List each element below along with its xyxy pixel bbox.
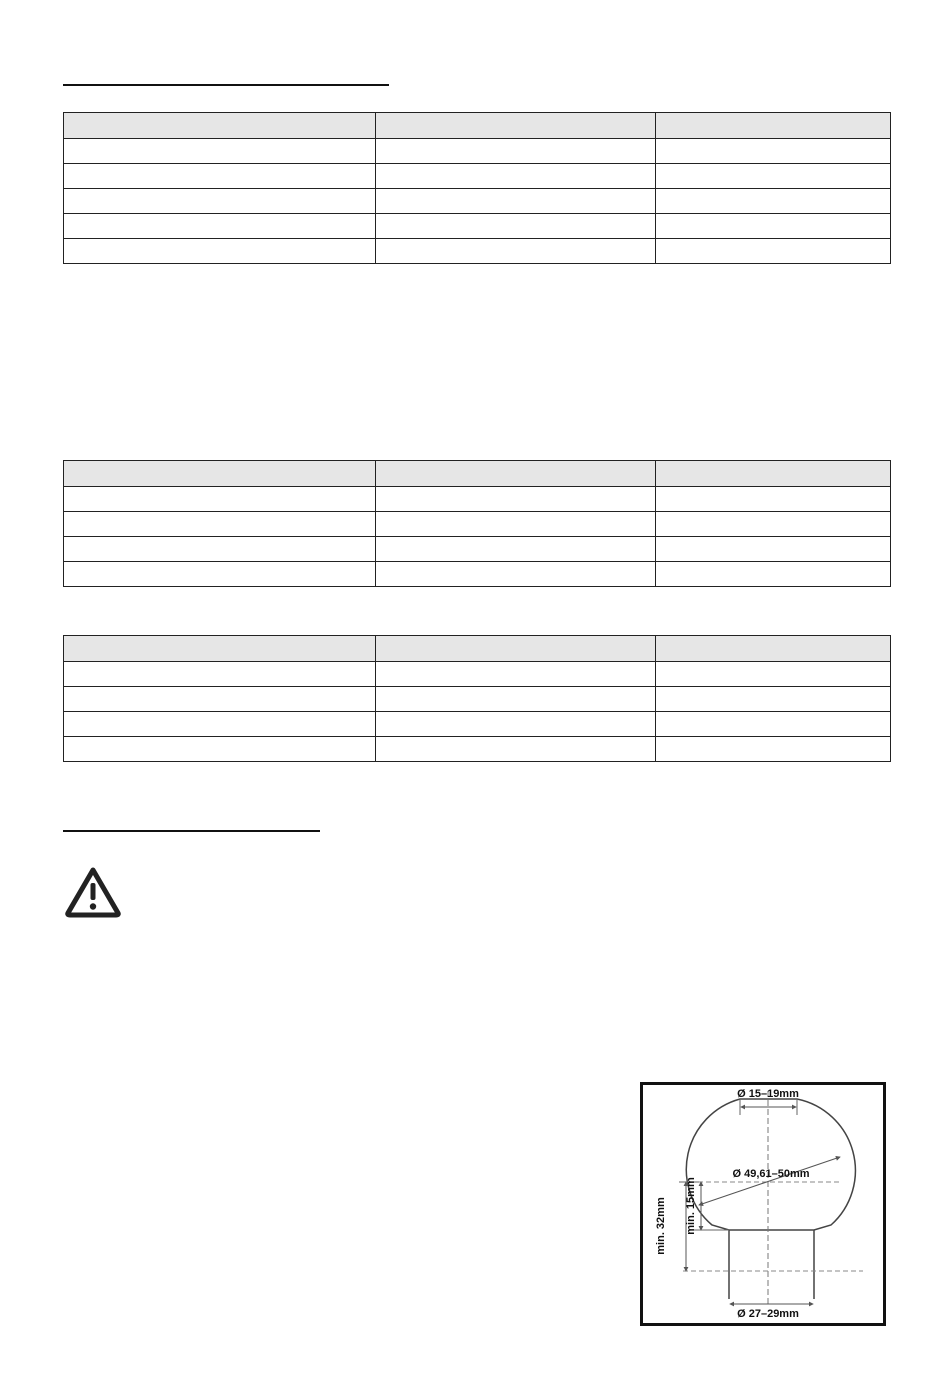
table-cell <box>656 737 891 762</box>
table-cell <box>376 737 656 762</box>
table-cell <box>656 636 891 662</box>
table-cell <box>656 461 891 487</box>
table-cell <box>656 712 891 737</box>
table-cell <box>64 662 376 687</box>
table-cell <box>64 687 376 712</box>
table-row <box>64 189 891 214</box>
spec-table-1 <box>63 112 891 264</box>
table-cell <box>656 687 891 712</box>
table-cell <box>376 662 656 687</box>
table-cell <box>656 662 891 687</box>
table-cell <box>64 512 376 537</box>
table-cell <box>656 562 891 587</box>
table-cell <box>656 189 891 214</box>
table-cell <box>64 239 376 264</box>
table-cell <box>376 512 656 537</box>
table-row <box>64 537 891 562</box>
table-cell <box>376 139 656 164</box>
table-row <box>64 487 891 512</box>
label-min-15: min. 15mm <box>685 1177 697 1235</box>
section-heading-1 <box>63 84 389 86</box>
table-cell <box>64 164 376 189</box>
table-row <box>64 737 891 762</box>
spec-table-2 <box>63 460 891 587</box>
table-header-row <box>64 113 891 139</box>
table-row <box>64 214 891 239</box>
table-row <box>64 712 891 737</box>
label-top-diameter: Ø 15–19mm <box>737 1088 799 1100</box>
table-cell <box>656 239 891 264</box>
table-cell <box>64 461 376 487</box>
table-cell <box>656 164 891 189</box>
spec-table-3 <box>63 635 891 762</box>
table-row <box>64 239 891 264</box>
table-cell <box>376 113 656 139</box>
table-row <box>64 139 891 164</box>
table-header-row <box>64 461 891 487</box>
table-cell <box>376 537 656 562</box>
table-cell <box>376 461 656 487</box>
table-cell <box>656 139 891 164</box>
table-cell <box>376 562 656 587</box>
table-cell <box>376 164 656 189</box>
table-cell <box>64 214 376 239</box>
ball-outline <box>686 1099 855 1230</box>
table-cell <box>656 487 891 512</box>
label-neck-diameter: Ø 27–29mm <box>737 1308 799 1320</box>
label-min-32: min. 32mm <box>655 1197 667 1255</box>
table-header-row <box>64 636 891 662</box>
table-row <box>64 662 891 687</box>
table-cell <box>64 537 376 562</box>
table-cell <box>376 636 656 662</box>
table-row <box>64 164 891 189</box>
table-cell <box>64 139 376 164</box>
table-cell <box>64 562 376 587</box>
table-cell <box>656 214 891 239</box>
table-row <box>64 562 891 587</box>
neck-outline <box>729 1230 814 1299</box>
table-cell <box>376 239 656 264</box>
table-cell <box>64 189 376 214</box>
table-cell <box>376 487 656 512</box>
table-cell <box>376 712 656 737</box>
table-cell <box>656 537 891 562</box>
table-cell <box>64 737 376 762</box>
table-cell <box>656 512 891 537</box>
table-cell <box>656 113 891 139</box>
section-heading-2 <box>63 830 320 832</box>
table-cell <box>376 687 656 712</box>
label-ball-diameter: Ø 49,61–50mm <box>732 1168 810 1180</box>
table-cell <box>376 189 656 214</box>
table-row <box>64 512 891 537</box>
tow-ball-dimension-figure <box>640 1082 886 1326</box>
table-row <box>64 687 891 712</box>
warning-triangle-icon <box>64 866 122 918</box>
table-cell <box>376 214 656 239</box>
table-cell <box>64 113 376 139</box>
table-cell <box>64 636 376 662</box>
table-cell <box>64 487 376 512</box>
table-cell <box>64 712 376 737</box>
